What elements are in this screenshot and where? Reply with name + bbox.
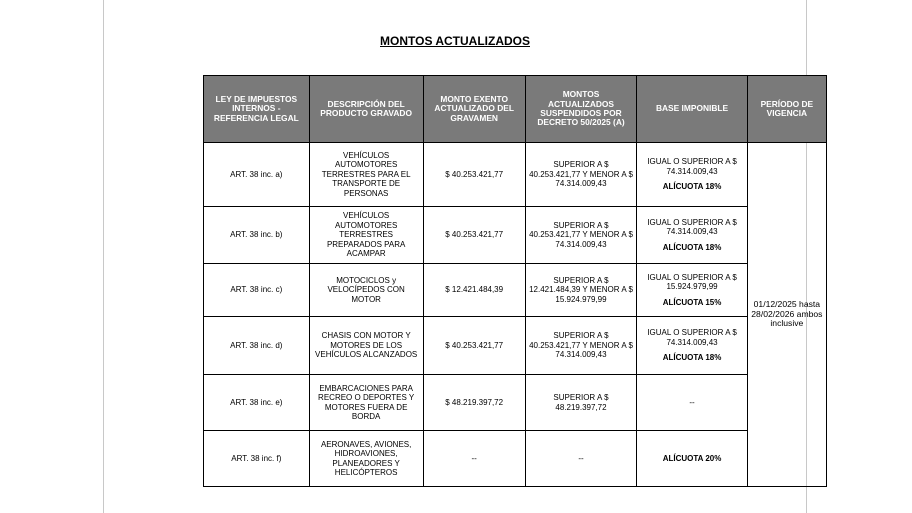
header-suspended-amounts: MONTOS ACTUALIZADOS SUSPENDIDOS POR DECRETO 50/2025 (A) xyxy=(525,76,637,143)
suspended-amounts-cell: SUPERIOR A $ 40.253.421,77 Y MENOR A $ 74.314.009,43 xyxy=(525,143,637,207)
tax-base-cell: -- xyxy=(637,375,747,431)
tax-rate-text: ALÍCUOTA 18% xyxy=(662,353,722,363)
suspended-amounts-cell: SUPERIOR A $ 48.219.397,72 xyxy=(525,375,637,431)
tax-base-text: IGUAL O SUPERIOR A $ 74.314.009,43 xyxy=(647,217,737,237)
table-row xyxy=(204,143,827,207)
tax-base-cell xyxy=(637,317,747,375)
exempt-amount-cell: $ 40.253.421,77 xyxy=(423,207,525,264)
header-exempt-amount: MONTO EXENTO ACTUALIZADO DEL GRAVAMEN xyxy=(423,76,525,143)
exempt-amount-cell: -- xyxy=(423,431,525,487)
table-row xyxy=(204,264,827,317)
table-row xyxy=(204,375,827,431)
product-description-cell: CHASIS CON MOTOR Y MOTORES DE LOS VEHÍCULOS ALCANZADOS xyxy=(309,317,423,375)
exempt-amount-cell: $ 40.253.421,77 xyxy=(423,317,525,375)
product-description-cell: AERONAVES, AVIONES, HIDROAVIONES, PLANEADORES Y HELICÓPTEROS xyxy=(309,431,423,487)
legal-reference-cell: ART. 38 inc. e) xyxy=(204,375,310,431)
tax-rate-text: ALÍCUOTA 18% xyxy=(662,182,722,192)
validity-period-cell: 01/12/2025 hasta 28/02/2026 ambos inclusive xyxy=(747,143,826,487)
exempt-amount-cell: $ 12.421.484,39 xyxy=(423,264,525,317)
exempt-amount-cell: $ 40.253.421,77 xyxy=(423,143,525,207)
product-description-cell: VEHÍCULOS AUTOMOTORES TERRESTRES PARA EL TRANSPORTE DE PERSONAS xyxy=(309,143,423,207)
tax-base-text: IGUAL O SUPERIOR A $ 15.924.979,99 xyxy=(647,272,737,292)
legal-reference-cell: ART. 38 inc. b) xyxy=(204,207,310,264)
header-legal-reference: LEY DE IMPUESTOS INTERNOS - REFERENCIA LEGAL xyxy=(204,76,310,143)
suspended-amounts-cell: SUPERIOR A $ 40.253.421,77 Y MENOR A $ 74.314.009,43 xyxy=(525,207,637,264)
product-description-cell: MOTOCICLOS y VELOCÍPEDOS CON MOTOR xyxy=(309,264,423,317)
legal-reference-cell: ART. 38 inc. d) xyxy=(204,317,310,375)
tax-base-text: IGUAL O SUPERIOR A $ 74.314.009,43 xyxy=(647,157,737,176)
header-product-description: DESCRIPCIÓN DEL PRODUCTO GRAVADO xyxy=(309,76,423,143)
tax-rate-text: ALÍCUOTA 18% xyxy=(662,242,722,252)
tax-base-cell xyxy=(637,143,747,207)
product-description-cell: EMBARCACIONES PARA RECREO O DEPORTES Y MOTORES FUERA DE BORDA xyxy=(309,375,423,431)
document-page xyxy=(103,0,823,513)
table-row xyxy=(204,317,827,375)
header-tax-base: BASE IMPONIBLE xyxy=(637,76,747,143)
legal-reference-cell: ART. 38 inc. a) xyxy=(204,143,310,207)
tax-rate-cell: ALÍCUOTA 20% xyxy=(637,431,747,487)
legal-reference-cell: ART. 38 inc. f) xyxy=(204,431,310,487)
suspended-amounts-cell: SUPERIOR A $ 12.421.484,39 Y MENOR A $ 15.924.979,99 xyxy=(525,264,637,317)
table-row xyxy=(204,431,827,487)
tax-base-cell xyxy=(637,264,747,317)
amounts-table xyxy=(203,75,827,487)
tax-rate-text: ALÍCUOTA 15% xyxy=(662,297,722,307)
exempt-amount-cell: $ 48.219.397,72 xyxy=(423,375,525,431)
table-row xyxy=(204,207,827,264)
tax-base-cell xyxy=(637,207,747,264)
header-validity-period: PERÍODO DE VIGENCIA xyxy=(747,76,826,143)
suspended-amounts-cell: SUPERIOR A $ 40.253.421,77 Y MENOR A $ 74.314.009,43 xyxy=(525,317,637,375)
page-title: MONTOS ACTUALIZADOS xyxy=(380,34,530,48)
product-description-cell: VEHÍCULOS AUTOMOTORES TERRESTRES PREPARADOS PARA ACAMPAR xyxy=(309,207,423,264)
table-header-row xyxy=(204,76,827,143)
legal-reference-cell: ART. 38 inc. c) xyxy=(204,264,310,317)
tax-base-text: IGUAL O SUPERIOR A $ 74.314.009,43 xyxy=(647,328,737,347)
suspended-amounts-cell: -- xyxy=(525,431,637,487)
